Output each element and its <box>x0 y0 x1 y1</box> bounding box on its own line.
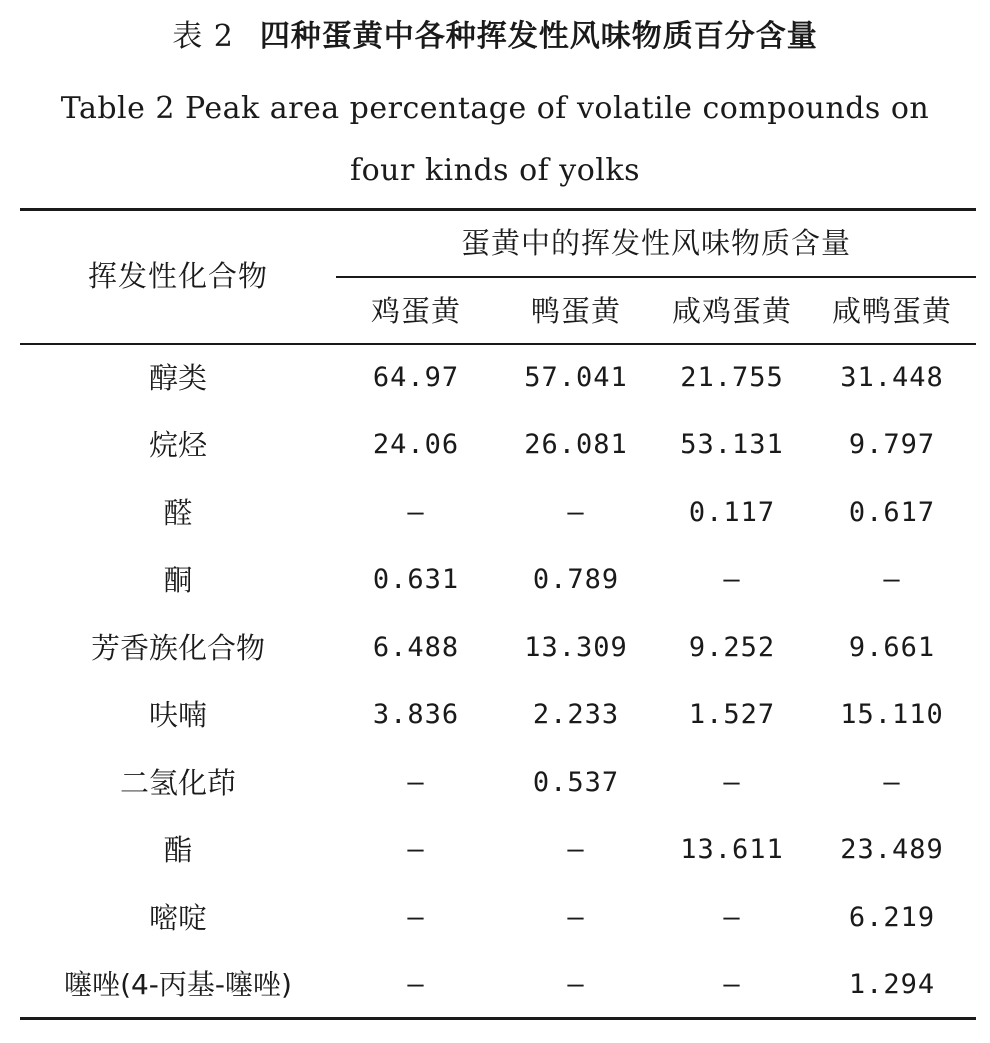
compound-name: 醇类 <box>148 361 207 395</box>
value-duck-yolk: — <box>567 902 585 933</box>
compound-name: 酯 <box>163 833 193 867</box>
value-chicken-yolk: — <box>407 497 425 528</box>
value-duck-yolk: — <box>567 834 585 865</box>
value-chicken-yolk: — <box>407 834 425 865</box>
table-number-label: 表 2 <box>172 19 234 54</box>
compound-name: 烷烃 <box>148 428 207 462</box>
value-salted-chicken-yolk: 0.117 <box>688 497 776 528</box>
value-duck-yolk: — <box>567 497 585 528</box>
value-chicken-yolk: — <box>407 767 425 798</box>
value-chicken-yolk: 0.631 <box>372 564 460 595</box>
value-salted-duck-yolk: 6.219 <box>848 902 936 933</box>
value-duck-yolk: 13.309 <box>524 632 628 663</box>
value-salted-duck-yolk: 9.797 <box>848 429 936 460</box>
value-salted-duck-yolk: 1.294 <box>848 969 936 1000</box>
value-salted-duck-yolk: 9.661 <box>848 632 936 663</box>
compound-name: 酮 <box>163 563 193 597</box>
compound-name: 二氢化茚 <box>119 766 236 800</box>
value-salted-duck-yolk: — <box>883 564 901 595</box>
group-header-label: 蛋黄中的挥发性风味物质含量 <box>460 226 851 260</box>
table-title-english <box>60 78 930 202</box>
table-title-text: 四种蛋黄中各种挥发性风味物质百分含量 <box>259 19 818 54</box>
compound-name: 芳香族化合物 <box>90 631 265 665</box>
value-chicken-yolk: 3.836 <box>372 699 460 730</box>
group-header-underline <box>336 276 976 278</box>
value-duck-yolk: 26.081 <box>524 429 628 460</box>
value-duck-yolk: 0.789 <box>532 564 620 595</box>
value-duck-yolk: — <box>567 969 585 1000</box>
value-duck-yolk: 57.041 <box>524 362 628 393</box>
value-salted-chicken-yolk: — <box>723 564 741 595</box>
table-title-english-line2: four kinds of yolks <box>350 153 640 188</box>
value-salted-chicken-yolk: — <box>723 969 741 1000</box>
table-title-chinese <box>0 14 990 60</box>
value-duck-yolk: 2.233 <box>532 699 620 730</box>
value-duck-yolk: 0.537 <box>532 767 620 798</box>
column-header-salted-duck-yolk: 咸鸭蛋黄 <box>831 294 952 328</box>
value-salted-chicken-yolk: 53.131 <box>680 429 784 460</box>
value-chicken-yolk: 64.97 <box>372 362 460 393</box>
value-chicken-yolk: — <box>407 902 425 933</box>
column-header-duck-yolk: 鸭蛋黄 <box>530 294 621 328</box>
value-salted-duck-yolk: — <box>883 767 901 798</box>
column-header-chicken-yolk: 鸡蛋黄 <box>370 294 461 328</box>
value-salted-chicken-yolk: 21.755 <box>680 362 784 393</box>
value-salted-duck-yolk: 0.617 <box>848 497 936 528</box>
compound-name: 嘧啶 <box>148 901 207 935</box>
value-salted-duck-yolk: 15.110 <box>840 699 944 730</box>
value-salted-chicken-yolk: 9.252 <box>688 632 776 663</box>
compound-name: 呋喃 <box>148 698 207 732</box>
header-bottom-rule <box>20 343 976 345</box>
table-title-english-line1: Table 2 Peak area percentage of volatile compounds on <box>60 91 930 126</box>
value-salted-chicken-yolk: — <box>723 902 741 933</box>
column-header-salted-chicken-yolk: 咸鸡蛋黄 <box>671 294 792 328</box>
value-salted-chicken-yolk: 13.611 <box>680 834 784 865</box>
value-chicken-yolk: — <box>407 969 425 1000</box>
value-salted-duck-yolk: 23.489 <box>840 834 944 865</box>
value-salted-chicken-yolk: — <box>723 767 741 798</box>
compound-name: 噻唑(4-丙基-噻唑) <box>64 968 292 1001</box>
value-chicken-yolk: 24.06 <box>372 429 460 460</box>
value-salted-chicken-yolk: 1.527 <box>688 699 776 730</box>
value-salted-duck-yolk: 31.448 <box>840 362 944 393</box>
compound-name: 醛 <box>163 496 193 530</box>
value-chicken-yolk: 6.488 <box>372 632 460 663</box>
table-bottom-rule <box>20 1017 976 1020</box>
table-top-rule <box>20 208 976 211</box>
row-header-label: 挥发性化合物 <box>87 259 268 293</box>
